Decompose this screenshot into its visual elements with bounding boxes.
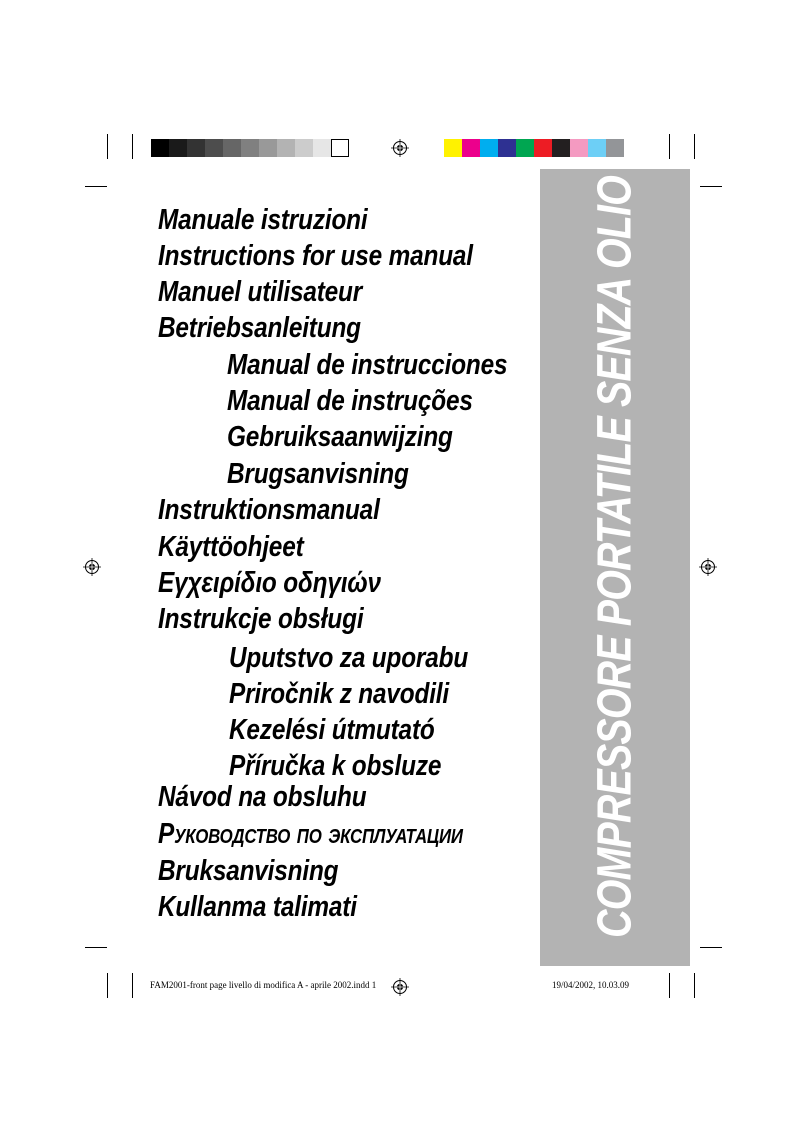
manual-title: Návod na obsluhu bbox=[158, 781, 367, 813]
timestamp: 19/04/2002, 10.03.09 bbox=[552, 980, 630, 990]
crop-mark bbox=[694, 134, 695, 159]
process-color-swatch bbox=[516, 139, 534, 157]
crop-mark bbox=[669, 973, 670, 998]
manual-title: Gebruiksaanwijzing bbox=[227, 421, 453, 453]
registration-mark-icon bbox=[391, 978, 409, 996]
crop-mark bbox=[107, 973, 108, 998]
manual-title: Betriebsanleitung bbox=[158, 312, 361, 344]
grayscale-swatch bbox=[223, 139, 241, 157]
process-color-swatch bbox=[534, 139, 552, 157]
grayscale-swatch bbox=[241, 139, 259, 157]
file-info: FAM2001-front page livello di modifica A - aprile 2002.indd 1 bbox=[150, 980, 377, 990]
manual-title: Instrukcje obsługi bbox=[158, 603, 364, 635]
manual-title: Manuale istruzioni bbox=[158, 204, 368, 236]
manual-title: Brugsanvisning bbox=[227, 458, 409, 490]
manual-title: Instructions for use manual bbox=[158, 240, 473, 272]
process-color-swatch bbox=[570, 139, 588, 157]
crop-mark bbox=[132, 973, 133, 998]
crop-mark bbox=[669, 134, 670, 159]
grayscale-swatch bbox=[295, 139, 313, 157]
registration-mark-icon bbox=[391, 139, 409, 157]
registration-mark-icon bbox=[83, 558, 101, 576]
grayscale-swatch bbox=[187, 139, 205, 157]
process-color-swatch bbox=[552, 139, 570, 157]
manual-title: Kezelési útmutató bbox=[229, 714, 435, 746]
manual-title: Manual de instruções bbox=[227, 385, 473, 417]
grayscale-swatch bbox=[151, 139, 169, 157]
process-color-swatch bbox=[444, 139, 462, 157]
grayscale-swatch bbox=[331, 139, 349, 157]
manual-title: Manual de instrucciones bbox=[227, 349, 508, 381]
grayscale-swatch bbox=[313, 139, 331, 157]
crop-mark bbox=[700, 186, 722, 187]
manual-title: Instruktionsmanual bbox=[158, 494, 380, 526]
process-color-swatch bbox=[480, 139, 498, 157]
manual-title: Bruksanvisning bbox=[158, 855, 339, 887]
grayscale-color-bar bbox=[151, 139, 349, 157]
manual-title: Příručka k obsluze bbox=[229, 750, 442, 782]
grayscale-swatch bbox=[259, 139, 277, 157]
manual-title: Priročnik z navodili bbox=[229, 678, 450, 710]
process-color-swatch bbox=[498, 139, 516, 157]
grayscale-swatch bbox=[277, 139, 295, 157]
manual-title: Εγχειρίδιο οδηγιών bbox=[158, 567, 381, 599]
grayscale-swatch bbox=[205, 139, 223, 157]
grayscale-swatch bbox=[169, 139, 187, 157]
crop-mark bbox=[107, 134, 108, 159]
registration-mark-icon bbox=[699, 558, 717, 576]
crop-mark bbox=[694, 973, 695, 998]
crop-mark bbox=[700, 947, 722, 948]
process-color-swatch bbox=[462, 139, 480, 157]
crop-mark bbox=[85, 186, 107, 187]
manual-title: Käyttöohjeet bbox=[158, 531, 304, 563]
manual-title: Uputstvo za uporabu bbox=[229, 642, 469, 674]
crop-mark bbox=[85, 947, 107, 948]
manual-title: Руководство по эксплуатации bbox=[158, 818, 463, 850]
manual-title: Kullanma talimati bbox=[158, 891, 357, 923]
product-title: COMPRESSORE PORTATILE SENZA OLIO bbox=[588, 176, 642, 938]
crop-mark bbox=[132, 134, 133, 159]
manual-title: Manuel utilisateur bbox=[158, 276, 363, 308]
